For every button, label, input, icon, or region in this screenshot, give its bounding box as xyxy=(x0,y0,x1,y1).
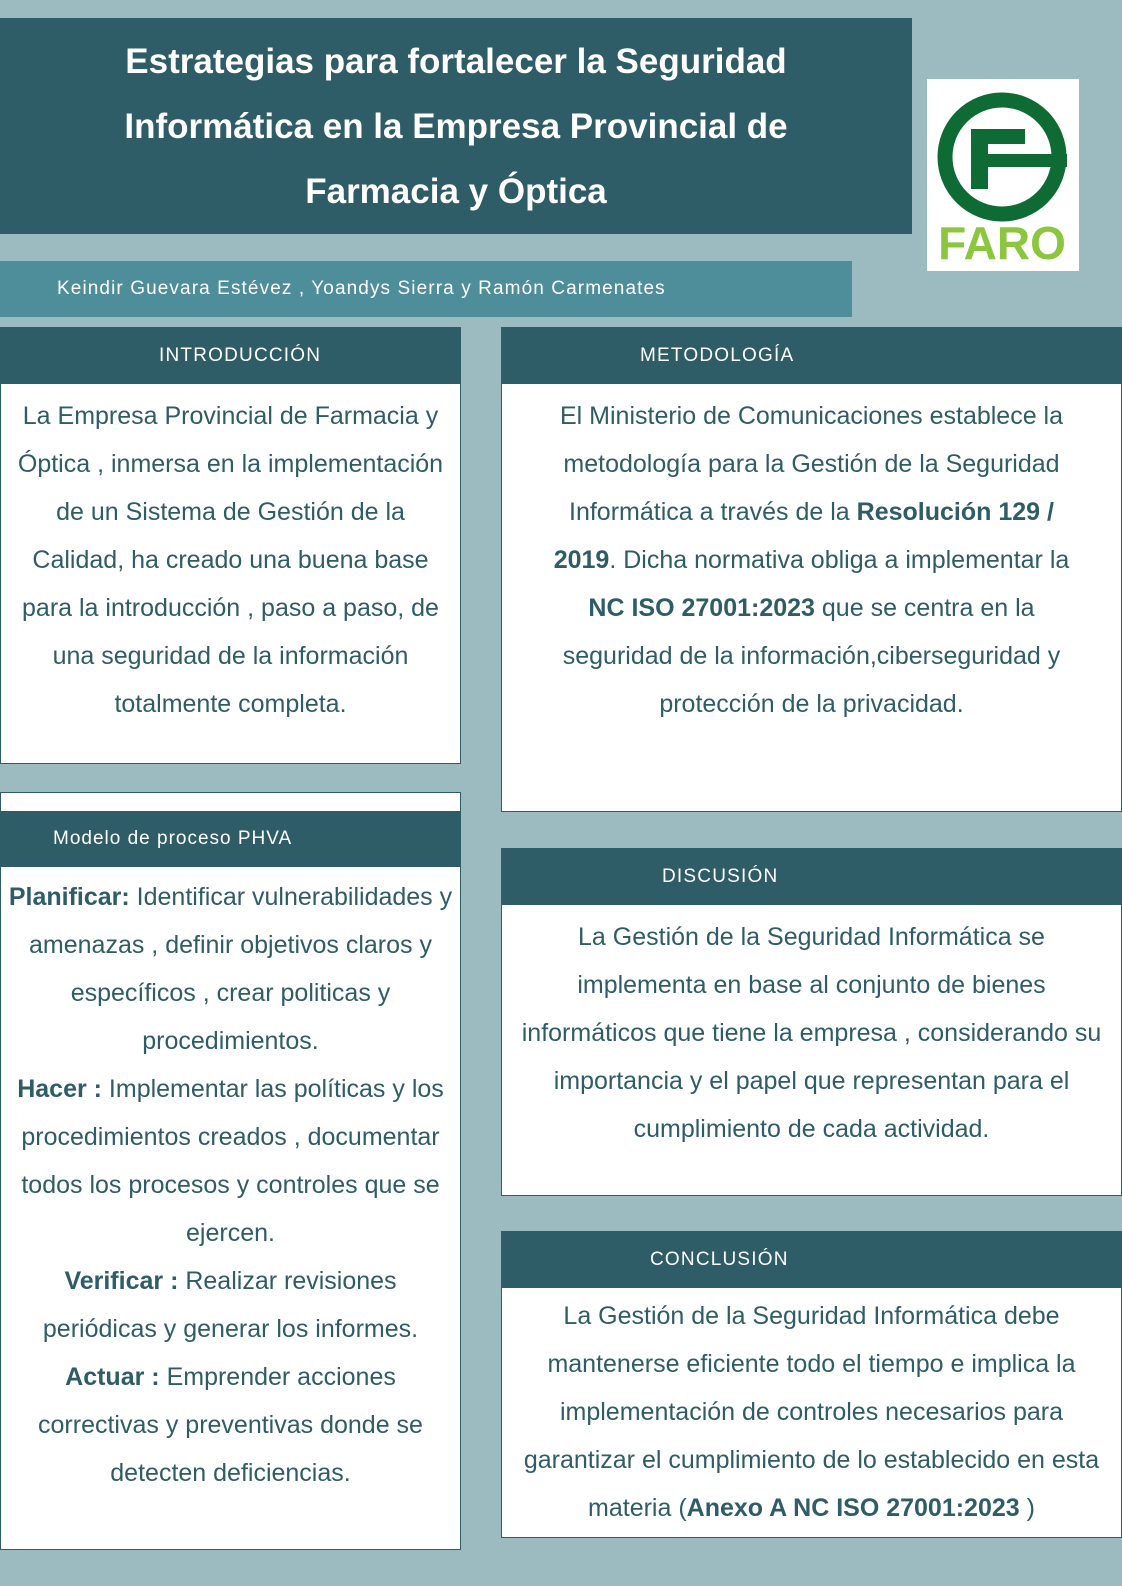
metodologia-text-2: . Dicha normativa obliga a implementar la xyxy=(609,546,1070,574)
conclusion-card xyxy=(501,1231,1122,1538)
discusion-heading: DISCUSIÓN xyxy=(502,849,1121,905)
introduccion-body: La Empresa Provincial de Farmacia y Óptica , inmersa en la implementación de un Sistema de Gestión de la Calidad, ha creado una buena base para la introducción , paso a paso, de una seguridad de la información totalmente completa. xyxy=(17,402,444,718)
faro-logo-icon xyxy=(927,79,1079,271)
authors-bar xyxy=(0,261,852,317)
conclusion-text-2: ) xyxy=(1026,1494,1035,1522)
authors-text: Keindir Guevara Estévez , Yoandys Sierra y Ramón Carmenates xyxy=(57,278,666,299)
phva-verificar-label: Verificar : xyxy=(64,1267,179,1295)
phva-planificar-text: Identificar vulnerabilidades y amenazas , definir objetivos claros y específicos , crear politicas y procedimientos. xyxy=(29,883,453,1055)
anexo-highlight: Anexo A NC ISO 27001:2023 xyxy=(686,1494,1020,1522)
logo-text: FARO xyxy=(938,217,1066,269)
introduccion-heading: INTRODUCCIÓN xyxy=(1,328,460,384)
phva-planificar-label: Planificar: xyxy=(8,883,130,911)
phva-hacer-label: Hacer : xyxy=(17,1075,102,1103)
discusion-body: La Gestión de la Seguridad Informática se implementa en base al conjunto de bienes informáticos que tiene la empresa , considerando su importancia y el papel que representan para el cumplimiento de cada actividad. xyxy=(521,923,1102,1143)
phva-card xyxy=(0,792,461,1550)
conclusion-text-1: La Gestión de la Seguridad Informática debe mantenerse eficiente todo el tiempo e implica la implementación de controles necesarios para garantizar el cumplimiento de lo establecido en esta materia ( xyxy=(523,1302,1100,1522)
resolucion-highlight: Resolución 129 / 2019 xyxy=(553,498,1054,574)
discusion-card xyxy=(501,848,1122,1196)
metodologia-heading: METODOLOGÍA xyxy=(502,328,1121,384)
conclusion-body xyxy=(502,1288,1121,1532)
metodologia-text-1: El Ministerio de Comunicaciones establece la metodología para la Gestión de la Seguridad Informática a través de la xyxy=(559,402,1064,526)
title-banner xyxy=(0,18,912,234)
metodologia-body xyxy=(502,384,1121,728)
phva-actuar-label: Actuar : xyxy=(65,1363,160,1391)
phva-hacer-text: Implementar las políticas y los procedimientos creados , documentar todos los procesos y controles que se ejercen. xyxy=(21,1075,444,1247)
phva-heading: Modelo de proceso PHVA xyxy=(1,811,460,867)
introduccion-card xyxy=(0,327,461,764)
norma-highlight: NC ISO 27001:2023 xyxy=(588,594,815,622)
faro-logo xyxy=(927,79,1079,271)
metodologia-text-3: que se centra en la seguridad de la información,ciberseguridad y protección de la privacidad. xyxy=(562,594,1061,718)
phva-actuar-text: Emprender acciones correctivas y preventivas donde se detecten deficiencias. xyxy=(38,1363,423,1487)
phva-verificar-text: Realizar revisiones periódicas y generar los informes. xyxy=(42,1267,419,1343)
phva-body xyxy=(1,867,460,1497)
poster-title: Estrategias para fortalecer la Seguridad Informática en la Empresa Provincial de Farmacia y Óptica xyxy=(124,41,788,211)
conclusion-heading: CONCLUSIÓN xyxy=(502,1232,1121,1288)
metodologia-card xyxy=(501,327,1122,812)
